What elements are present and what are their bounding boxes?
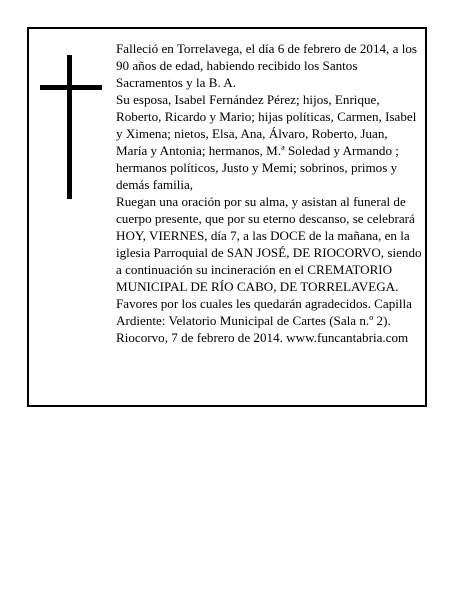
obituary-text (116, 40, 422, 346)
cross-vertical-bar (67, 55, 72, 199)
obituary-notice (27, 27, 427, 407)
place-date-signature: Riocorvo, 7 de febrero de 2014. www.funcantabria.com (116, 330, 409, 345)
cross-horizontal-bar (40, 85, 102, 90)
family-members: Su esposa, Isabel Fernández Pérez; hijos, Enrique, Roberto, Ricardo y Mario; hijas políticas, Carmen, Isabel y Ximena; nietos, Elsa, Ana, Álvaro, Roberto, Juan, María y Antonia; hermanos, M.ª Soledad y Armando ; hermanos políticos, Justo y Memi; sobrinos, primos y demás familia, (116, 92, 417, 192)
latin-cross-icon (40, 55, 102, 199)
death-announcement: Falleció en Torrelavega, el día 6 de febrero de 2014, a los 90 años de edad, habiendo recibido los Santos Sacramentos y la B. A. (116, 41, 417, 90)
funeral-details: Ruegan una oración por su alma, y asistan al funeral de cuerpo presente, que por su eterno descanso, se celebrará HOY, VIERNES, día 7, a las DOCE de la mañana, en la iglesia Parroquial de SAN JOSÉ, DE RIOCORVO, siendo a continuación su incineración en el CREMATORIO MUNICIPAL DE RÍO CABO, DE TORRELAVEGA. Favores por los cuales les quedarán agradecidos. Capilla Ardiente: Velatorio Municipal de Cartes (Sala n.º 2). (116, 194, 422, 328)
